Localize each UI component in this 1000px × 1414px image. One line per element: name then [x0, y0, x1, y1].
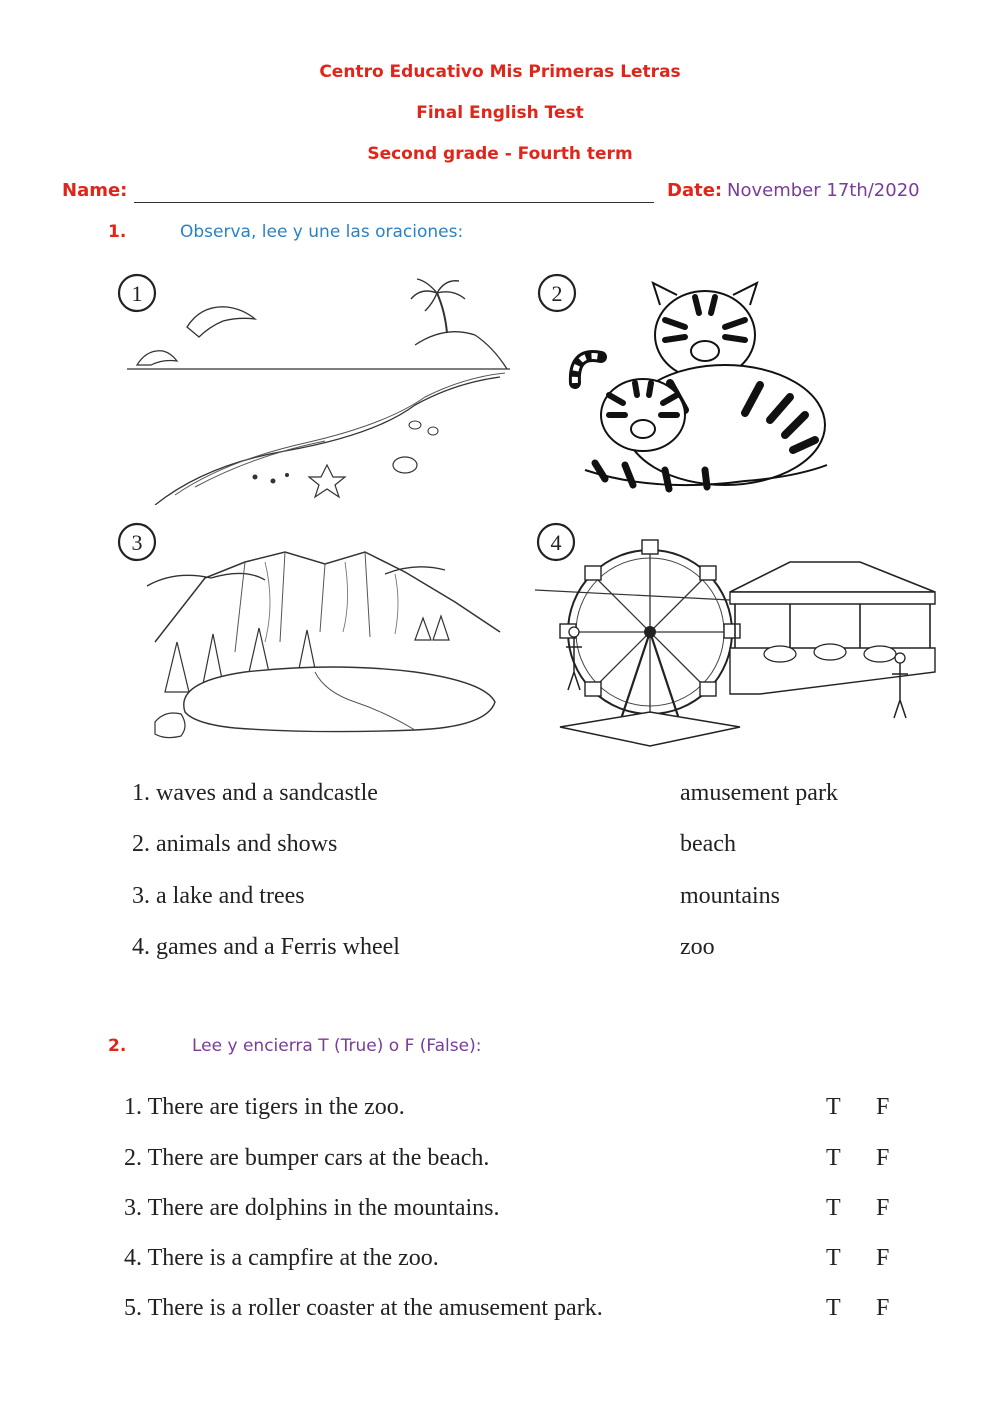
tf-false-2[interactable]: F	[876, 1145, 890, 1171]
match-right-item-3: mountains	[680, 883, 780, 909]
grade-term: Second grade - Fourth term	[367, 144, 633, 164]
match-right-item-1: amusement park	[680, 780, 838, 806]
match-left-item-4: 4. games and a Ferris wheel	[132, 934, 400, 960]
match-right-item-2: beach	[680, 831, 736, 857]
ferris-wheel	[560, 540, 740, 746]
section1-instruction: Observa, lee y une las oraciones:	[180, 222, 464, 242]
name-date-row	[62, 178, 942, 206]
tf-statement-3: 3. There are dolphins in the mountains.	[124, 1195, 500, 1221]
match-left-item-1: 1. waves and a sandcastle	[132, 780, 378, 806]
test-title: Final English Test	[416, 103, 584, 123]
svg-text:2: 2	[551, 281, 563, 306]
tf-true-2[interactable]: T	[826, 1145, 841, 1171]
section2-instruction: Lee y encierra T (True) o F (False):	[192, 1036, 482, 1056]
section2-number: 2.	[108, 1036, 127, 1056]
tf-true-4[interactable]: T	[826, 1245, 841, 1271]
svg-text:1: 1	[131, 281, 143, 306]
name-field[interactable]	[134, 202, 654, 203]
tf-true-1[interactable]: T	[826, 1094, 841, 1120]
beach-picture	[115, 265, 510, 505]
tf-false-5[interactable]: F	[876, 1295, 890, 1321]
section1-number: 1.	[108, 222, 127, 242]
picture-badge-4	[538, 524, 574, 560]
tf-statement-1: 1. There are tigers in the zoo.	[124, 1094, 405, 1120]
tf-true-5[interactable]: T	[826, 1295, 841, 1321]
tf-statement-4: 4. There is a campfire at the zoo.	[124, 1245, 439, 1271]
match-left-item-3: 3. a lake and trees	[132, 883, 305, 909]
tf-statement-5: 5. There is a roller coaster at the amusement park.	[124, 1295, 603, 1321]
zoo-tigers-picture	[535, 265, 845, 505]
mountains-picture	[115, 522, 510, 747]
match-left-item-2: 2. animals and shows	[132, 831, 338, 857]
school-name: Centro Educativo Mis Primeras Letras	[319, 62, 681, 82]
tf-false-3[interactable]: F	[876, 1195, 890, 1221]
picture-badge-2	[539, 275, 575, 311]
tf-true-3[interactable]: T	[826, 1195, 841, 1221]
date-label: Date:	[667, 180, 723, 201]
tf-false-1[interactable]: F	[876, 1094, 890, 1120]
match-right-item-4: zoo	[680, 934, 715, 960]
tf-false-4[interactable]: F	[876, 1245, 890, 1271]
picture-badge-1	[119, 275, 155, 311]
date-value: November 17th/2020	[727, 180, 920, 201]
name-label: Name:	[62, 180, 128, 201]
amusement-park-picture	[530, 522, 940, 747]
svg-text:3: 3	[131, 530, 143, 555]
tf-statement-2: 2. There are bumper cars at the beach.	[124, 1145, 490, 1171]
svg-text:4: 4	[550, 530, 562, 555]
picture-badge-3	[119, 524, 155, 560]
